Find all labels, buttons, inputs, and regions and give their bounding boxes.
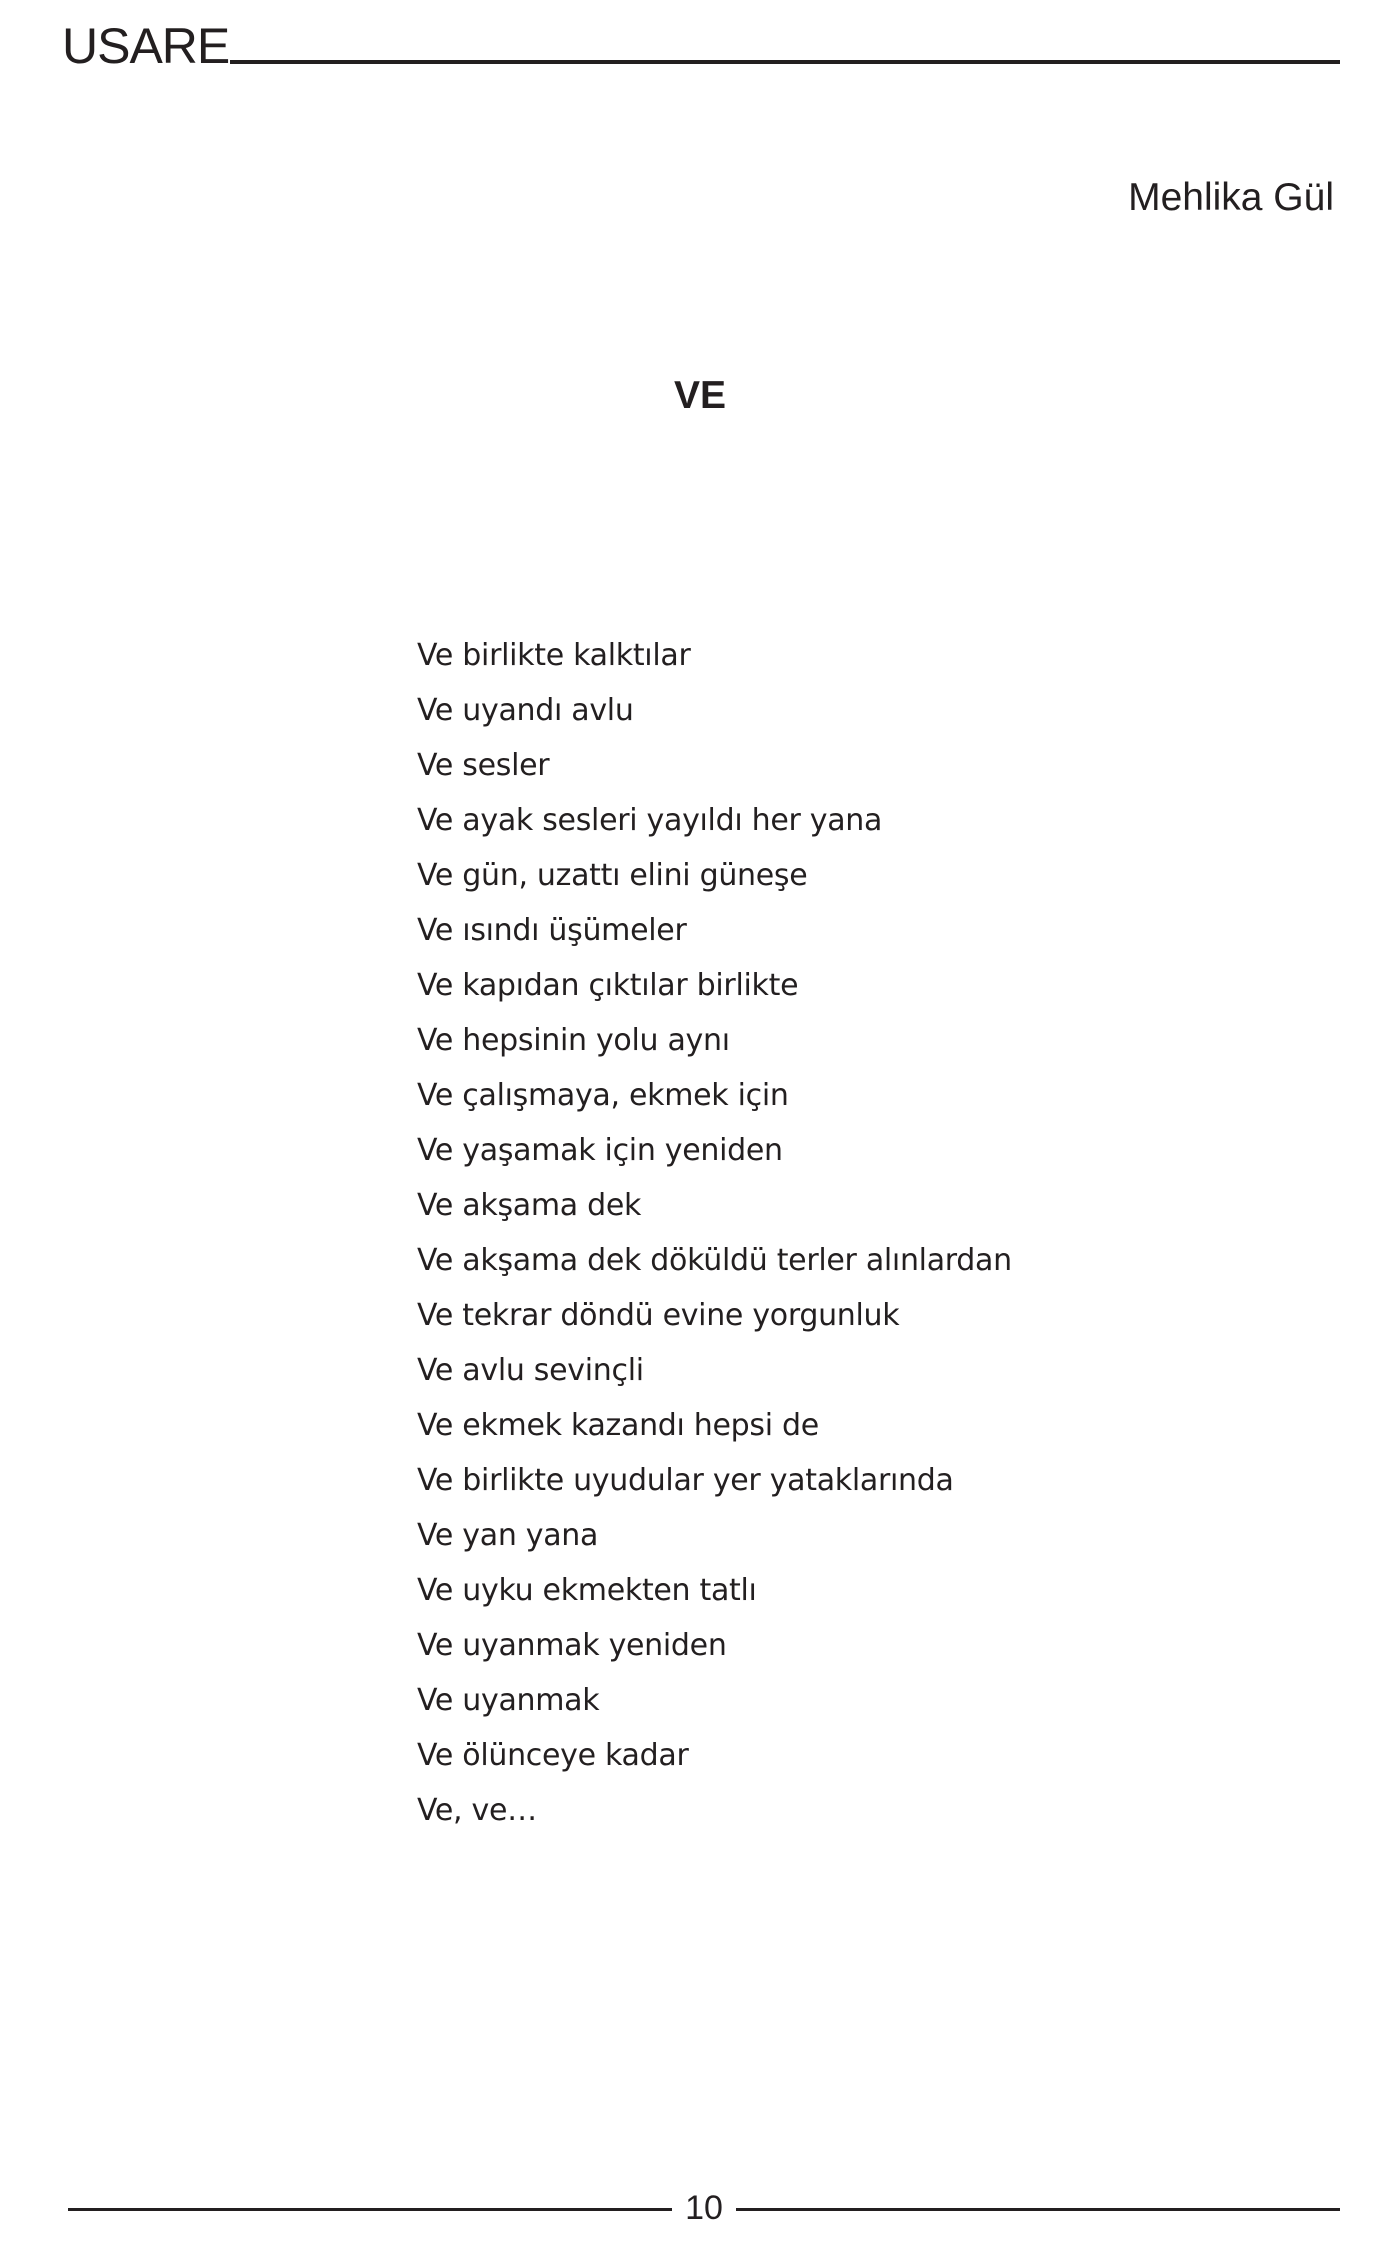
poem-line: Ve gün, uzattı elini güneşe: [417, 858, 808, 893]
poem-line: Ve hepsinin yolu aynı: [417, 1023, 730, 1058]
poem-line: Ve ayak sesleri yayıldı her yana: [417, 803, 883, 838]
poem-line: Ve akşama dek: [417, 1188, 642, 1223]
running-header: [62, 18, 1340, 74]
poem-title: VE: [673, 374, 727, 417]
poem-line: Ve ölünceye kadar: [417, 1738, 689, 1773]
poem-line: Ve kapıdan çıktılar birlikte: [417, 968, 799, 1003]
poem-body: [417, 628, 1012, 1838]
poem-line: Ve çalışmaya, ekmek için: [417, 1078, 789, 1113]
poem-line: Ve sesler: [417, 748, 550, 783]
poem-line: Ve, ve…: [417, 1793, 537, 1828]
poem-line: Ve akşama dek döküldü terler alınlardan: [417, 1243, 1012, 1278]
author-name: Mehlika Gül: [1128, 176, 1334, 219]
page-footer: [68, 2186, 1340, 2230]
poem-line: Ve ısındı üşümeler: [417, 913, 687, 948]
poem-line: Ve uyanmak yeniden: [417, 1628, 727, 1663]
poem-line: Ve uyku ekmekten tatlı: [417, 1573, 757, 1608]
page-number: 10: [685, 2189, 723, 2227]
poem-line: Ve ekmek kazandı hepsi de: [417, 1408, 819, 1443]
poem-line: Ve yan yana: [417, 1518, 599, 1553]
poem-line: Ve avlu sevinçli: [417, 1353, 644, 1388]
poem-line: Ve birlikte uyudular yer yataklarında: [417, 1463, 954, 1498]
poem-line: Ve uyanmak: [417, 1683, 600, 1718]
header-rule: [230, 60, 1340, 64]
footer-rule-right: [736, 2208, 1340, 2211]
journal-name: USARE: [62, 18, 230, 74]
poem-line: Ve birlikte kalktılar: [417, 638, 691, 673]
poem-line: Ve uyandı avlu: [417, 693, 634, 728]
poem-line: Ve yaşamak için yeniden: [417, 1133, 783, 1168]
poem-line: Ve tekrar döndü evine yorgunluk: [417, 1298, 900, 1333]
